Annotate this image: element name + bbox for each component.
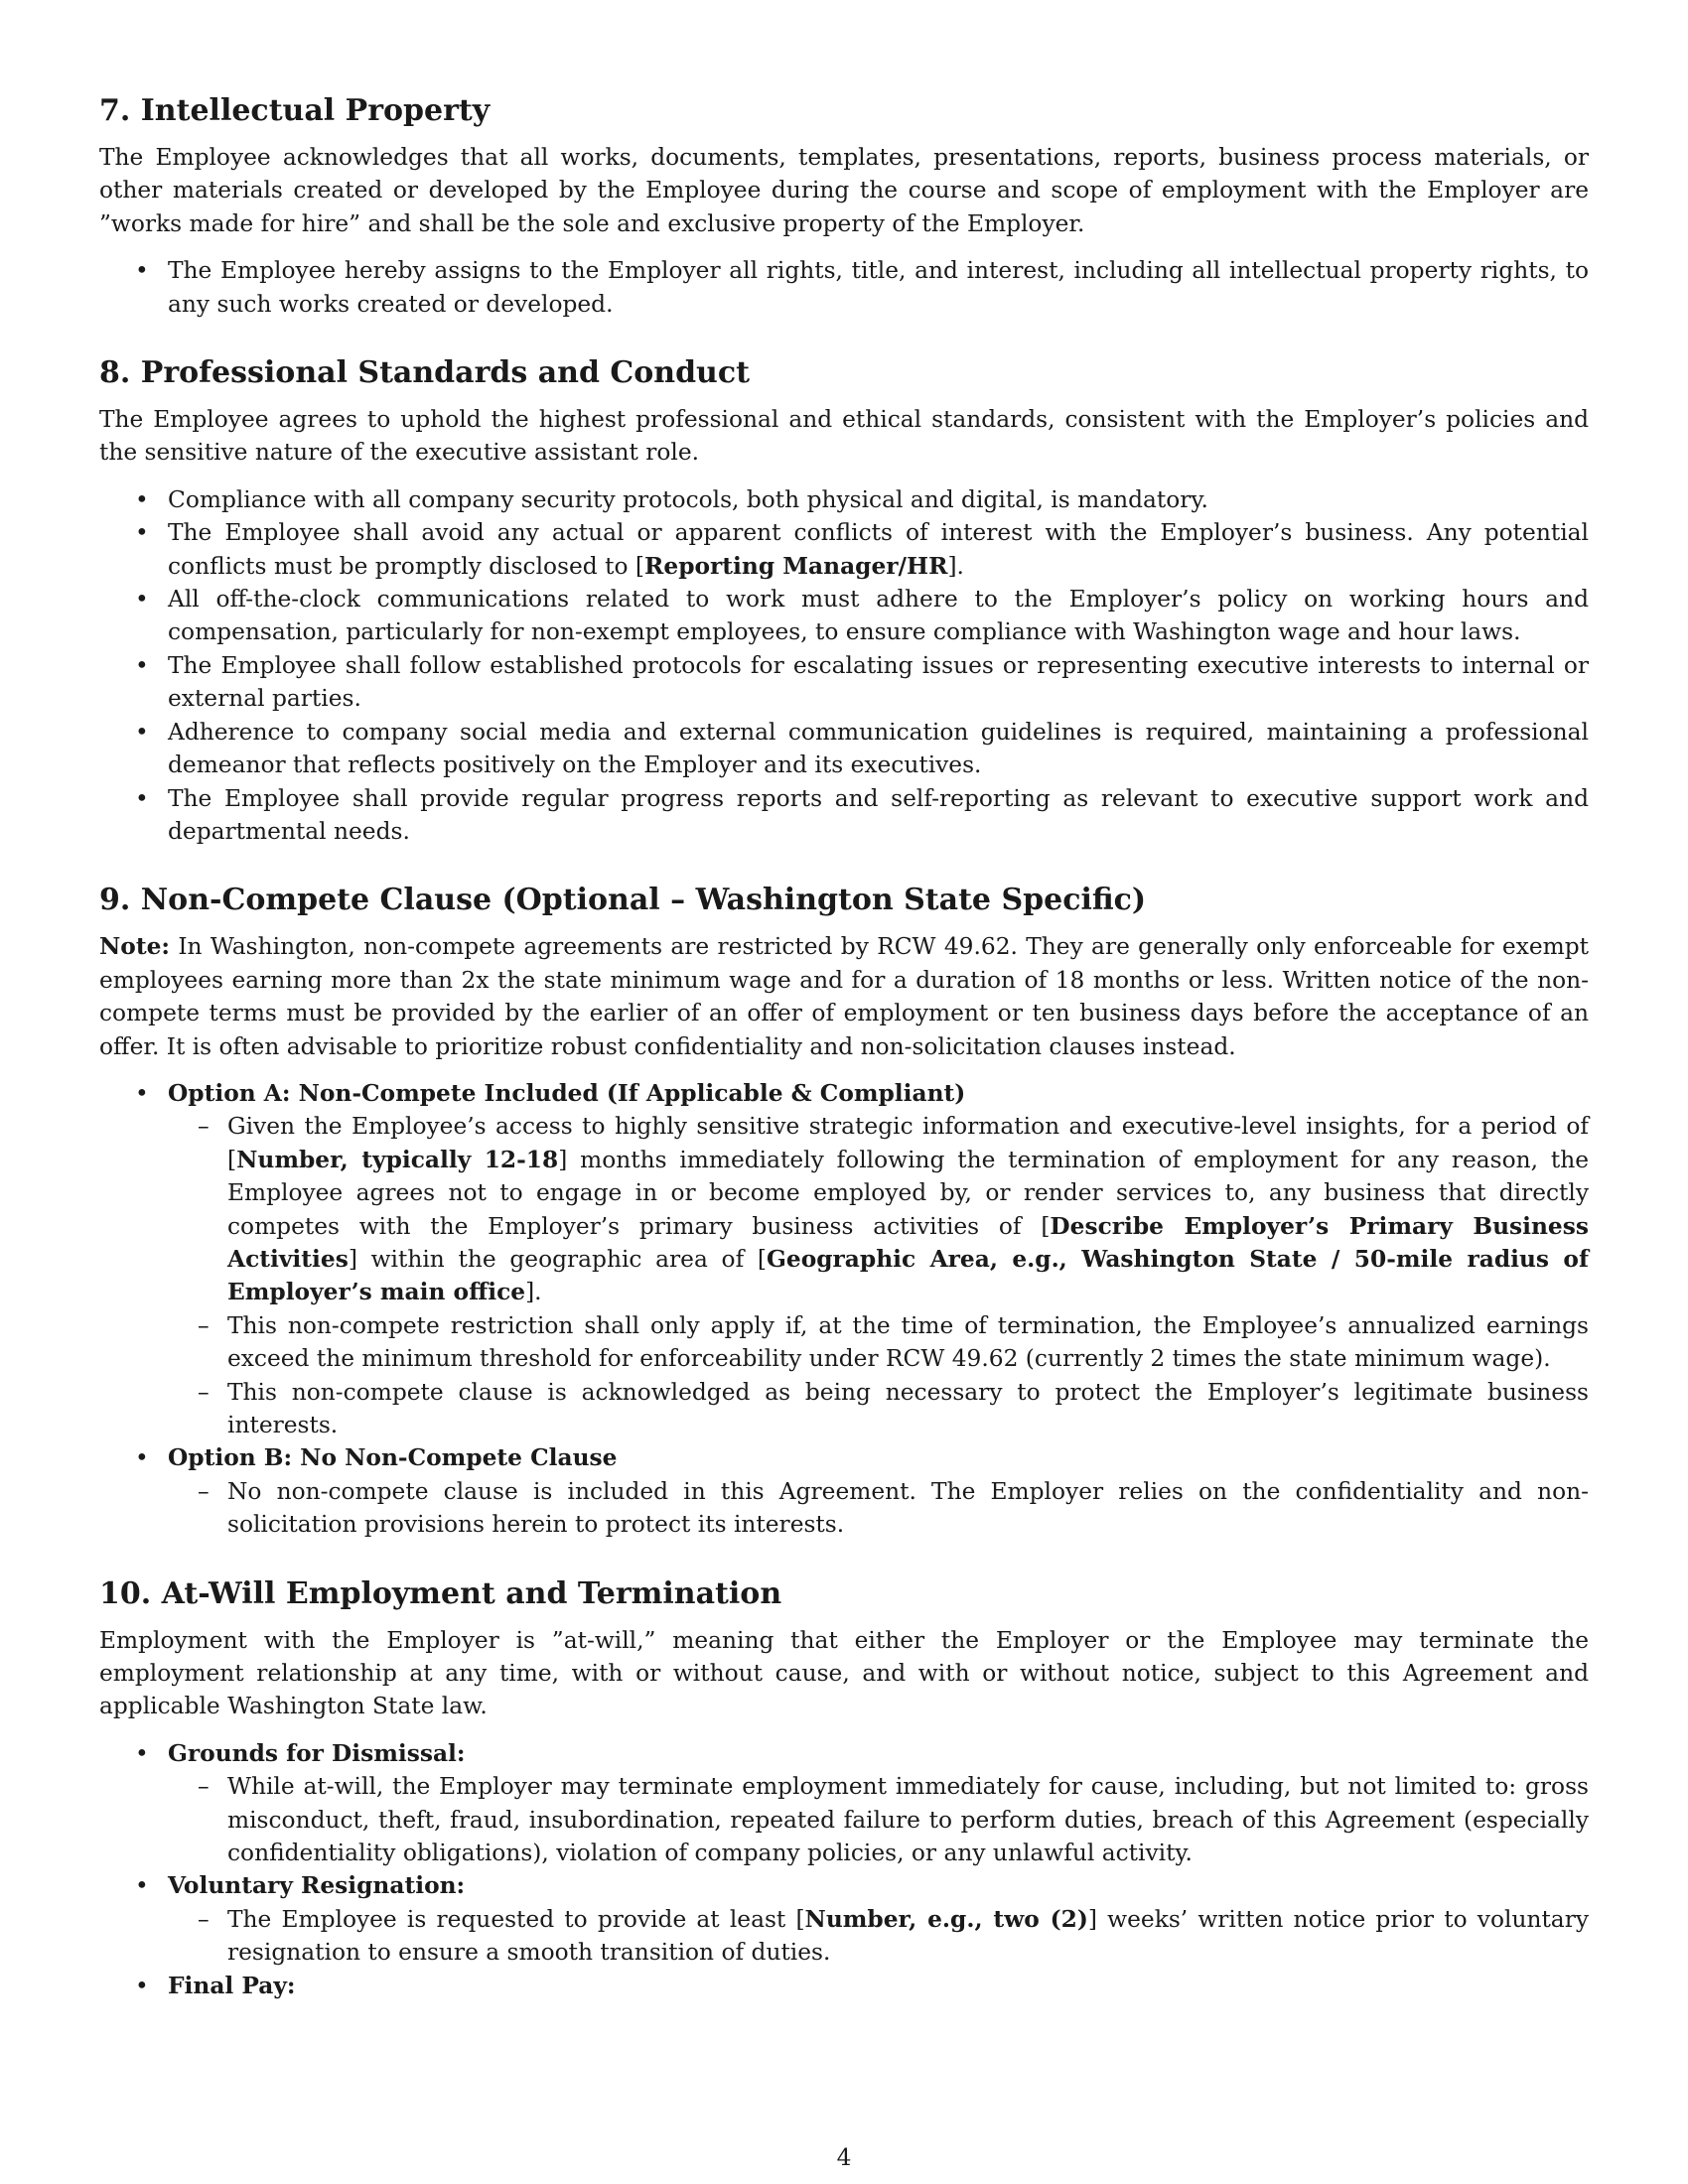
text: ]. — [947, 552, 964, 580]
sub-list — [168, 1475, 1589, 1542]
sub-list — [168, 1903, 1589, 1970]
item-title: Final Pay: — [168, 1972, 296, 1999]
text: ] weeks’ written notice prior to voluntary resignation to ensure a smooth transition of duties. — [227, 1905, 1589, 1967]
final-pay — [99, 1970, 1589, 2002]
list-item — [99, 516, 1589, 583]
text: The Employee is requested to provide at least [ — [227, 1905, 805, 1933]
sub-list — [168, 1110, 1589, 1441]
sub-list-item: – This non-compete clause is acknowledged as being necessary to protect the Employer’s legitimate business interests. — [168, 1376, 1589, 1442]
document-page — [99, 91, 1589, 2002]
list-item: • The Employee shall follow established protocols for escalating issues or representing executive interests to internal or external parties. — [99, 649, 1589, 716]
placeholder-field: Reporting Manager/HR — [644, 552, 948, 580]
list-item: • The Employee shall provide regular progress reports and self-reporting as relevant to executive support work and departmental needs. — [99, 782, 1589, 849]
voluntary-resignation — [99, 1869, 1589, 1969]
placeholder-field: Number, e.g., two (2) — [804, 1905, 1088, 1933]
option-a — [99, 1077, 1589, 1441]
bullet-list — [99, 254, 1589, 321]
placeholder-field: Number, typically 12-18 — [236, 1146, 559, 1173]
option-b — [99, 1441, 1589, 1541]
sub-list-item — [168, 1110, 1589, 1308]
paragraph: The Employee acknowledges that all works, documents, templates, presentations, reports, business process materials, or other materials created or developed by the Employee during the course and scope of employment with the Employer are ”works made for hire” and shall be the sole and exclusive property of the Employer. — [99, 144, 1589, 237]
note-text: In Washington, non-compete agreements are restricted by RCW 49.62. They are generally only enforceable for exempt employees earning more than 2x the state minimum wage and for a duration of 18 months or less. Written notice of the non-compete terms must be provided by the earlier of an offer of employment or ten business days before the acceptance of an offer. It is often advisable to prioritize robust confidentiality and non-solicitation clauses instead. — [99, 933, 1589, 1060]
placeholder-field: Describe Employer’s Primary Business Activities — [227, 1212, 1589, 1273]
section-heading: 9. Non-Compete Clause (Optional – Washington State Specific) — [99, 883, 1147, 918]
item-title: Grounds for Dismissal: — [168, 1739, 466, 1767]
page-number: 4 — [836, 2144, 852, 2171]
option-title: Option B: No Non-Compete Clause — [168, 1444, 618, 1472]
section-at-will-employment — [99, 1574, 1589, 2002]
section-heading: 10. At-Will Employment and Termination — [99, 1575, 782, 1611]
sub-list-item: – No non-compete clause is included in this Agreement. The Employer relies on the confidentiality and non-solicitation provisions herein to protect its interests. — [168, 1475, 1589, 1542]
text: The Employee shall avoid any actual or apparent conflicts of interest with the Employer’s business. Any potential conflicts must be promptly disclosed to [ — [168, 519, 1589, 580]
section-intellectual-property — [99, 91, 1589, 321]
list-item: • The Employee hereby assigns to the Employer all rights, title, and interest, including all intellectual property rights, to any such works created or developed. — [99, 254, 1589, 321]
options-list — [99, 1077, 1589, 1542]
note-label: Note: — [99, 933, 171, 961]
list-item: • Compliance with all company security protocols, both physical and digital, is mandatory. — [99, 483, 1589, 516]
text: ] months immediately following the termination of employment for any reason, the Employee agrees not to engage in or become employed by, or render services to, any business that directly competes with the Employer’s primary business activities of [ — [227, 1146, 1589, 1240]
section-non-compete — [99, 881, 1589, 1541]
sub-list — [168, 1770, 1589, 1869]
sub-list-item: – This non-compete restriction shall only apply if, at the time of termination, the Employee’s annualized earnings exceed the minimum threshold for enforceability under RCW 49.62 (currently 2 times the state minimum wage). — [168, 1309, 1589, 1376]
bullet-list — [99, 1737, 1589, 2002]
note-paragraph — [99, 930, 1589, 1063]
section-heading: 7. Intellectual Property — [99, 93, 491, 128]
list-item: • Adherence to company social media and external communication guidelines is required, maintaining a professional demeanor that reflects positively on the Employer and its executives. — [99, 716, 1589, 782]
paragraph: Employment with the Employer is ”at-will,” meaning that either the Employer or the Employee may terminate the employment relationship at any time, with or without cause, and with or without notice, subject to this Agreement and applicable Washington State law. — [99, 1626, 1589, 1720]
text: Given the Employee’s access to highly sensitive strategic information and executive-level insights, for a period of [ — [227, 1113, 1589, 1173]
sub-list-item — [168, 1903, 1589, 1970]
section-professional-standards — [99, 353, 1589, 848]
text: ]. — [525, 1279, 542, 1306]
sub-list-item: – While at-will, the Employer may terminate employment immediately for cause, including, but not limited to: gross misconduct, theft, fraud, insubordination, repeated failure to perform duties, breach of this Agreement (especially confidentiality obligations), violation of company policies, or any unlawful activity. — [168, 1770, 1589, 1869]
bullet-list — [99, 483, 1589, 848]
grounds-for-dismissal — [99, 1737, 1589, 1870]
text: ] within the geographic area of [ — [348, 1245, 767, 1273]
list-item: • All off-the-clock communications related to work must adhere to the Employer’s policy on working hours and compensation, particularly for non-exempt employees, to ensure compliance with Washington wage and hour laws. — [99, 583, 1589, 649]
placeholder-field: Geographic Area, e.g., Washington State / 50-mile radius of Employer’s main office — [227, 1245, 1589, 1306]
option-title: Option A: Non-Compete Included (If Applicable & Compliant) — [168, 1079, 966, 1107]
section-heading: 8. Professional Standards and Conduct — [99, 355, 750, 391]
item-title: Voluntary Resignation: — [168, 1872, 466, 1900]
paragraph: The Employee agrees to uphold the highest professional and ethical standards, consistent with the Employer’s policies and the sensitive nature of the executive assistant role. — [99, 406, 1589, 467]
